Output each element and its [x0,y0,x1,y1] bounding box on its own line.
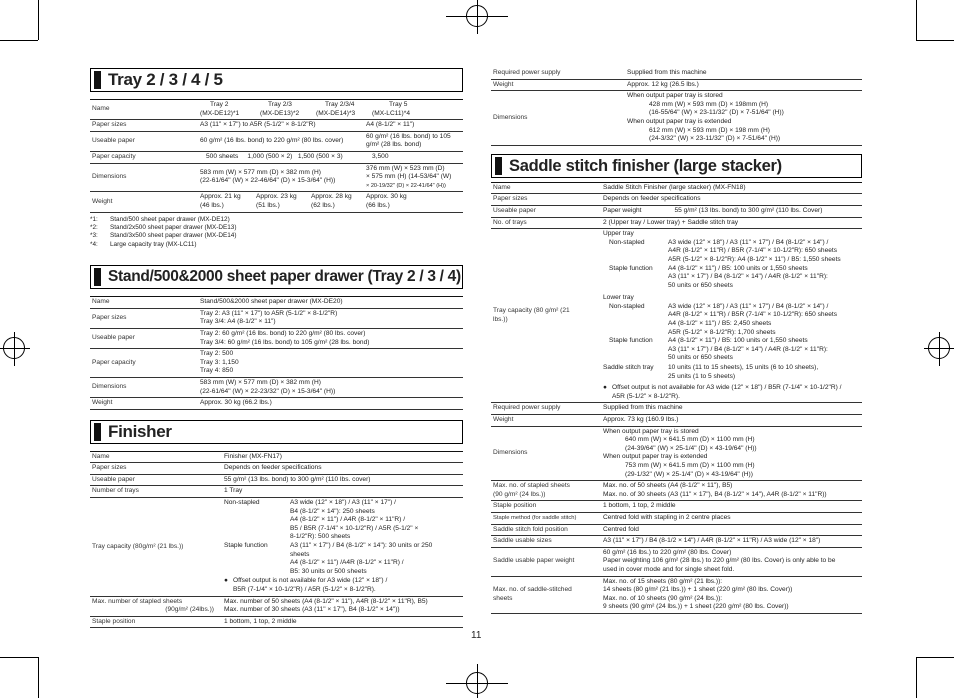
row-value: Approx. 30 kg (66.2 lbs.) [198,398,463,410]
sub-label: Staple function [609,264,653,272]
row-value: Tray 3/4: 60 g/m² (16 lbs. bond) to 105 g/m² (28 lbs. bond) [200,338,370,346]
registration-mark [466,672,488,694]
row-key: Tray capacity (80 g/m² (21 [493,307,570,315]
row-value: Tray 2: 60 g/m² (16 lbs. bond) to 220 g/m² (80 lbs. cover) [200,329,366,337]
column-header: Tray 2/3/4 [325,101,355,108]
row-key: Name [90,297,198,309]
row-key: (90g/m² (24lbs.)) [165,606,214,614]
row-value: 500 sheets 1,000 (500 × 2) 1,500 (500 × 3) [206,152,343,160]
row-key: Staple method (for saddle stitch) [491,512,601,524]
row-value: B5: 30 units or 500 sheets [290,567,367,575]
row-key: lbs.)) [493,315,508,323]
sub-heading: Upper tray [603,230,634,238]
column-header: Tray 2 [210,101,229,108]
table-row [90,596,463,616]
page-number: 11 [471,630,482,641]
row-value: A3 wide (12" × 18") / A3 (11" × 17") / [290,499,397,507]
table-row [491,403,862,415]
row-value: 8-1/2"R): 500 sheets [290,533,351,541]
crop-mark [38,657,39,698]
crop-mark [916,40,954,41]
table-row [90,120,463,132]
row-value: 1 bottom, 1 top, 2 middle [222,616,463,628]
row-value: 428 mm (W) × 593 mm (D) × 198mm (H) [649,100,769,108]
row-value: 50 units or 650 sheets [668,281,733,289]
row-value: (24-3/32" (W) × 23-11/32" (D) × 7-51/64" (H)) [649,135,781,143]
row-value: A3 wide (12" × 18") / A3 (11" × 17") / B4 (8-1/2" × 14") / [668,302,829,310]
row-value: Centred fold [601,524,862,536]
footnote-marker: *3: [90,232,98,240]
saddle-heading: Saddle stitch finisher (large stacker) [491,154,862,178]
finisher-heading: Finisher [90,420,463,444]
table-row [90,349,463,378]
table-row [491,512,862,524]
row-key: Useable paper [90,328,198,348]
row-value: Approx. 73 kg (160.9 lbs.) [601,415,862,427]
row-value: (66 lbs.) [366,201,390,209]
row-key: (90 g/m² (24 lbs.)) [493,490,546,498]
row-value: Tray 2: 500 [200,350,234,358]
row-value: 583 mm (W) × 577 mm (D) × 382 mm (H) [200,168,321,176]
row-value: Tray 3/4: A4 (8-1/2" × 11") [200,318,276,326]
row-value: (62 lbs.) [311,201,335,209]
footnote-marker: *1: [90,215,98,223]
row-value: Depends on feeder specifications [601,194,862,206]
footnote-text: Stand/500 sheet paper drawer (MX-DE12) [110,215,230,223]
table-row [90,451,463,463]
table-row [90,486,463,498]
table-row [491,217,862,229]
row-value: B5 / B5R (7-1/4" × 10-1/2"R) / A5R (5-1/2" × [290,524,419,532]
row-value: A4 (8-1/2" × 11") / B5: 100 units or 1,550 sheets [668,337,808,345]
row-value: Approx. 21 kg [200,193,241,201]
table-row [491,547,862,576]
row-value: Stand/500&2000 sheet paper drawer (MX-DE20) [198,297,463,309]
row-value: A4 (8-1/2" × 11") / B5: 100 units or 1,550 sheets [668,264,808,272]
row-key: Number of trays [90,486,222,498]
row-key: No. of trays [491,217,601,229]
table-row [90,377,463,397]
table-row [90,308,463,328]
row-value: When output paper tray is extended [603,453,708,461]
row-value: Paper weight 55 g/m² (13 lbs. bond) to 300 g/m² (110 lbs. Cover) [601,205,862,217]
row-value: A4R (8-1/2" × 11"R) / B5R (7-1/4" × 10-1/2"R): 650 sheets [668,311,838,319]
row-value: Depends on feeder specifications [222,463,463,475]
right-column [491,68,862,614]
row-value: B5R (7-1/4" × 10-1/2"R) / A5R (5-1/2" × 8-1/2"R). [233,586,376,593]
row-key: Tray capacity (80g/m² (21 lbs.)) [90,498,222,597]
table-row [90,297,463,309]
row-value: Centred fold with stapling in 2 centre places [601,512,862,524]
row-value: A5R (5-1/2" × 8-1/2"R): 1,700 sheets [668,328,776,336]
row-value: B4 (8-1/2" × 14"): 250 sheets [290,507,375,515]
row-value: 640 mm (W) × 641.5 mm (D) × 1100 mm (H) [625,436,755,444]
table-row [491,79,862,91]
table-row [90,474,463,486]
row-value: Supplied from this machine [601,403,862,415]
column-header: (MX-LC11)*4 [372,109,410,117]
left-column [90,68,463,628]
row-value: Tray 2: A3 (11" × 17") to A5R (5-1/2" × 8-1/2"R) [200,309,338,317]
table-row [491,182,862,194]
row-value: Approx. 23 kg [256,193,297,201]
sub-label: Staple function [609,337,653,345]
row-value: (29-1/32" (W) × 25-1/4" (D) × 43-19/64" (H)) [625,470,753,478]
row-value: Max. number of 30 sheets (A3 (11" × 17"), B4 (8-1/2" × 14")) [224,606,400,614]
row-value: A3 (11" × 17") / B4 (8-1/2" × 14"): 30 units or 250 [290,542,433,550]
footnote-text: Stand/3x500 sheet paper drawer (MX-DE14) [110,232,237,240]
row-value: Offset output is not available for A3 wide (12" × 18") / [233,577,388,585]
row-key: Useable paper [491,205,601,217]
finisher-spec-continued [491,68,862,146]
row-key: Paper sizes [90,120,198,132]
row-key: Useable paper [90,474,222,486]
table-row [491,194,862,206]
row-value: (16-55/64" (W) × 23-11/32" (D) × 7-51/64" (H)) [649,109,784,117]
table-row [90,328,463,348]
row-key: Dimensions [90,163,198,192]
bullet-icon: ● [224,577,228,585]
crop-mark [916,657,954,658]
row-value: 3,500 [372,152,389,160]
row-value: (24-39/64" (W) × 25-1/4" (D) × 43-19/64" (H)) [625,444,757,452]
column-header: (MX-DE12)*1 [200,109,240,117]
row-key: Dimensions [491,426,601,481]
row-key: Dimensions [90,377,198,397]
row-value: 10 units (11 to 15 sheets), 15 units (6 to 10 sheets), [668,364,819,372]
row-key: Weight [491,415,601,427]
row-value: 9 sheets (90 g/m² (24 lbs.)) + 1 sheet (220 g/m² (80 lbs. Cover)) [603,603,789,611]
row-value: 583 mm (W) × 577 mm (D) × 382 mm (H) [200,378,321,386]
row-value: (22-61/64" (W) × 22-46/64" (D) × 15-3/64" (H)) [200,177,336,185]
row-key: Staple position [90,616,222,628]
row-value: A4 (8-1/2" × 11") /A4R (8-1/2" × 11"R) / [290,559,404,567]
row-key: Name [90,100,198,120]
row-value: Max. number of 50 sheets (A4 (8-1/2" × 11"), A4R (8-1/2" × 11"R), B5) [224,597,428,605]
footnote-marker: *2: [90,223,98,231]
column-header: (MX-DE14)*3 [316,109,356,117]
row-key: Required power supply [491,403,601,415]
row-value: 60 g/m² (16 lbs. bond) to 105 g/m² (28 lbs. bond) [366,132,451,149]
row-key: Required power supply [491,68,625,79]
table-row [90,463,463,475]
table-row [491,501,862,513]
row-value: Max. no. of 30 sheets (A3 (11" × 17"), B4 (8-1/2" × 14"), A4R (8-1/2" × 11"R)) [603,490,827,498]
row-key: Weight [90,398,198,410]
tray-spec-table [90,99,463,213]
bullet-icon: ● [603,384,607,392]
tray-footnotes [90,216,463,250]
row-key: Paper sizes [90,463,222,475]
row-value: Supplied from this machine [625,68,862,79]
table-row [90,131,463,151]
row-value: Saddle Stitch Finisher (large stacker) (MX-FN18) [601,182,862,194]
row-value: × 575 mm (H) (14-53/64" (W) [366,173,452,181]
table-row [491,415,862,427]
sub-label: Non-stapled [609,238,645,246]
tray-column-headers [198,100,463,120]
row-value: used in cover mode and for single sheet fold. [603,565,735,573]
row-key: Paper capacity [90,151,198,163]
registration-mark [466,5,488,27]
column-header: (MX-DE13)*2 [260,109,300,117]
row-value: When output paper tray is extended [627,117,732,125]
table-row [90,398,463,410]
sub-heading: Lower tray [603,294,634,302]
row-value: 376 mm (W) × 523 mm (D) [366,164,445,172]
row-key: Dimensions [491,91,625,146]
row-value: A3 (11" × 17") / B4 (8-1/2 × 14") / A4R (8-1/2" × 11"R) / A3 wide (12" × 18") [601,536,862,548]
crop-mark [0,40,38,41]
row-value: A3 wide (12" × 18") / A3 (11" × 17") / B4 (8-1/2" × 14") / [668,238,829,246]
row-value: Max. no. of 50 sheets (A4 (8-1/2" × 11"), B5) [603,482,733,490]
column-header: Tray 5 [389,101,408,108]
sub-label: Non-stapled [224,499,260,507]
row-key: sheets [493,594,513,602]
row-key: Name [90,451,222,463]
table-row [491,68,862,79]
footnote-text: Large capacity tray (MX-LC11) [110,240,197,248]
table-row [491,91,862,146]
column-header: Tray 2/3 [268,101,292,108]
row-value: 60 g/m² (16 lbs.) to 220 g/m² (80 lbs. Cover) [603,548,732,556]
row-value: Approx. 28 kg [311,193,352,201]
sub-label: Saddle stitch tray [603,364,654,372]
sub-label: Staple function [224,542,268,550]
row-value: When output paper tray is stored [627,92,723,100]
row-value: When output paper tray is stored [603,427,699,435]
row-value: A5R (5-1/2" × 8-1/2"R): A4 (8-1/2" × 11") / B5: 1,550 sheets [668,255,841,263]
crop-mark [38,0,39,40]
row-key: Max. no. of stapled sheets [493,482,570,490]
row-value: A3 (11" × 17") to A5R (5-1/2" × 8-1/2"R) [200,121,316,129]
table-row [491,426,862,481]
row-key: Staple position [491,501,601,513]
crop-mark [916,0,917,40]
table-row [491,524,862,536]
stand-heading: Stand/500&2000 sheet paper drawer (Tray 2 / 3 / 4) [90,265,463,289]
row-value: (46 lbs.) [200,201,224,209]
row-value: (51 lbs.) [256,201,280,209]
row-value: sheets [290,550,310,558]
table-row [90,498,463,597]
row-value: Max. no. of 15 sheets (80 g/m² (21 lbs.)): [603,577,723,585]
row-value: (22-61/64" (W) × 22-23/32" (D) × 15-3/64" (H)) [200,387,336,395]
stand-spec-table [90,296,463,410]
table-row [491,205,862,217]
row-value: A5R (5-1/2" × 8-1/2"R). [612,392,680,400]
row-key: Name [491,182,601,194]
row-key: Weight [90,192,198,212]
row-value: 50 units or 650 sheets [668,354,733,362]
row-value: 1 bottom, 1 top, 2 middle [601,501,862,513]
registration-mark [3,337,25,359]
row-value: A4 (8-1/2" × 11") / A4R (8-1/2" × 11"R) / [290,516,406,524]
row-value: Max. no. of 10 sheets (90 g/m² (24 lbs.)): [603,594,723,602]
row-key: Useable paper [90,131,198,151]
finisher-spec-table [90,451,463,629]
saddle-spec-table [491,182,862,614]
footnote-text: Stand/2x500 sheet paper drawer (MX-DE13) [110,223,237,231]
registration-mark [928,337,950,359]
row-value: Paper weighting 106 g/m² (28 lbs.) to 220 g/m² (80 lbs. Cover) is only able to be [603,557,836,565]
crop-mark [0,657,38,658]
row-value: 25 units (1 to 5 sheets) [668,372,736,380]
row-key: Saddle stitch fold position [491,524,601,536]
row-value: Tray 3: 1,150 [200,358,239,366]
row-key: Paper capacity [90,349,198,378]
table-row [491,229,862,403]
table-row [491,536,862,548]
row-value: Approx. 30 kg [366,193,407,201]
table-row [90,192,463,212]
row-value: Offset output is not available for A3 wide (12" × 18") / B5R (7-1/4" × 10-1/2"R) / [612,384,842,392]
row-key: Saddle usable sizes [491,536,601,548]
table-row [491,481,862,501]
row-key: Paper sizes [491,194,601,206]
sub-label: Non-stapled [609,302,645,310]
row-value: 55 g/m² (13 lbs. bond) to 300 g/m² (110 lbs. cover) [222,474,463,486]
row-value: Finisher (MX-FN17) [222,451,463,463]
table-row [90,100,463,120]
table-row [90,616,463,628]
row-value: 60 g/m² (16 lbs. bond) to 220 g/m² (80 lbs. cover) [200,137,344,145]
row-key: Paper sizes [90,308,198,328]
crop-mark [916,657,917,698]
row-value: Tray 4: 850 [200,367,234,375]
row-value: A3 (11" × 17") / B4 (8-1/2" × 14") / A4R (8-1/2" × 11"R): [668,273,828,281]
row-value: 753 mm (W) × 641.5 mm (D) × 1100 mm (H) [625,461,755,469]
row-value: A4R (8-1/2" × 11"R) / B5R (7-1/4" × 10-1/2"R): 650 sheets [668,247,838,255]
row-key: Max. no. of saddle-stitched [493,586,572,594]
row-value: Approx. 12 kg (26.5 lbs.) [625,79,862,91]
row-key: Saddle usable paper weight [491,547,601,576]
row-value: A3 (11" × 17") / B4 (8-1/2" × 14") / A4R (8-1/2" × 11"R): [668,345,828,353]
table-row [90,163,463,192]
table-row [90,151,463,163]
footnote-marker: *4: [90,240,98,248]
tray-heading: Tray 2 / 3 / 4 / 5 [90,68,463,92]
row-value: 14 sheets (80 g/m² (21 lbs.)) + 1 sheet (220 g/m² (80 lbs. Cover)) [603,586,793,594]
row-value: A4 (8-1/2" × 11") / B5: 2,450 sheets [668,320,772,328]
row-key: Max. number of stapled sheets [92,597,183,605]
row-value: A4 (8-1/2" × 11") [366,121,415,129]
row-value: 1 Tray [222,486,463,498]
row-value: 2 (Upper tray / Lower tray) + Saddle stitch tray [601,217,862,229]
row-key: Weight [491,79,625,91]
table-row [491,576,862,613]
row-value: × 20-19/32" (D) × 22-41/64" (H)) [366,182,446,189]
row-value: 612 mm (W) × 593 mm (D) × 198 mm (H) [649,126,770,134]
